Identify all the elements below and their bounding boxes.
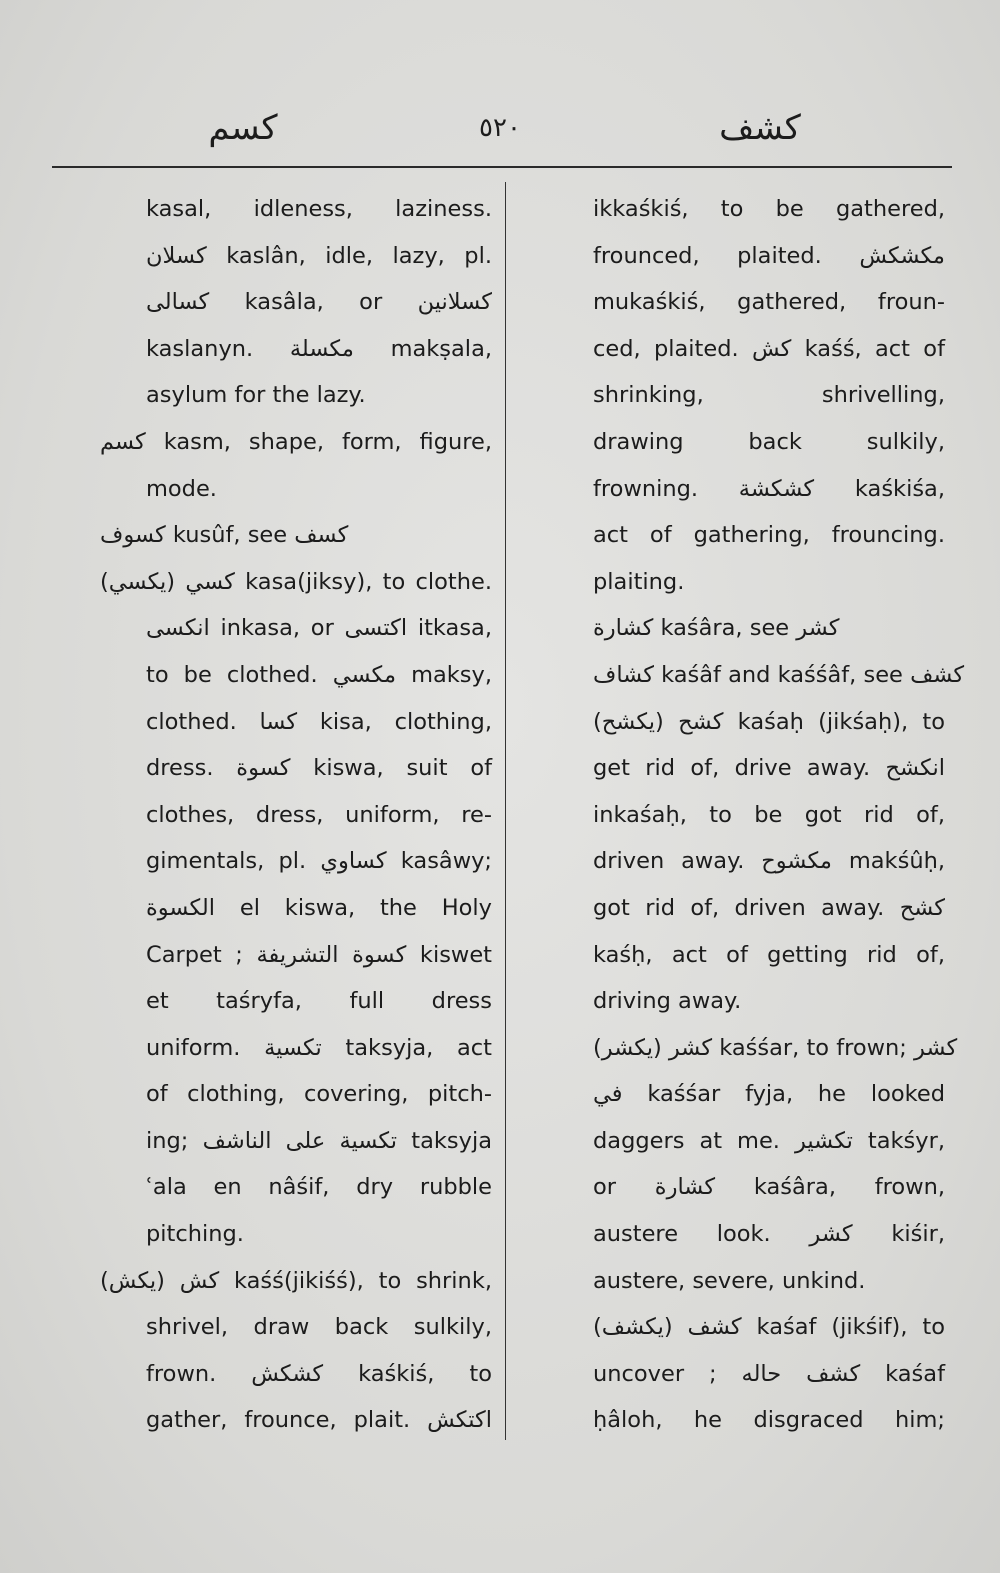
entry-line: في kaśśar fyja, he looked (593, 1081, 945, 1108)
entry-line: kaśḥ, act of getting rid of, (593, 941, 945, 968)
entry-line: clothed. كسا kisa, clothing, (146, 708, 492, 735)
left-column (100, 186, 492, 1444)
entry-line: got rid of, driven away. كشح (593, 894, 945, 921)
entry-line: gimentals, pl. كساوي kasâwy; (146, 848, 492, 875)
entry-line: كشر (يكشر) kaśśar, to frown; كشر (593, 1034, 958, 1061)
entry-line: انكسى inkasa, or اكتسى itkasa, (146, 615, 493, 642)
entry-line: kasal, idleness, laziness. (146, 196, 492, 222)
entry-line: austere look. كشر kiśir, (593, 1221, 945, 1248)
entry-line: الكسوة el kiswa, the Holy (146, 894, 492, 921)
entry-line: uniform. تكسية taksyja, act (146, 1034, 492, 1061)
entry-line: كسم kasm, shape, form, figure, (100, 428, 492, 455)
entry-line: كسلان kaslân, idle, lazy, pl. (146, 242, 492, 269)
entry-line: ḥâloh, he disgraced him; (593, 1407, 945, 1434)
entry-line: frowning. كشكشة kaśkiśa, (593, 475, 945, 502)
entry-line: inkaśaḥ, to be got rid of, (593, 801, 945, 828)
entry-line: Carpet ; كسوة التشريفة kiswet (146, 941, 492, 968)
entry-line: driving away. (593, 988, 742, 1015)
entry-line: كشارة kaśâra, see كشر (593, 615, 840, 642)
entry-line: plaiting. (593, 568, 685, 595)
entry-line: كسي (يكسي) kasa(jiksy), to clothe. (100, 568, 492, 595)
entry-line: gather, frounce, plait. اكتكش (146, 1407, 492, 1434)
right-column (593, 186, 965, 1444)
entry-line: act of gathering, frouncing. (593, 522, 945, 549)
entry-line: kaslanyn. مكسلة makṣala, (146, 335, 493, 362)
entry-line: ikkaśkiś, to be gathered, (593, 196, 945, 222)
entry-line: uncover ; كشف حاله kaśaf (593, 1360, 945, 1387)
entry-line: mode. (146, 475, 217, 502)
entry-line: of clothing, covering, pitch- (146, 1081, 492, 1108)
entry-line: كسالى kasâla, or كسلانين (146, 289, 492, 316)
entry-line: mukaśkiś, gathered, froun- (593, 289, 945, 316)
page-number: ٥٢٠ (479, 113, 521, 143)
entry-line: كش (يكش) kaśś(jikiśś), to shrink, (100, 1267, 492, 1294)
entry-line: to be clothed. مكسي maksy, (146, 661, 492, 688)
entry-line: asylum for the lazy. (146, 382, 366, 409)
entry-line: daggers at me. تكشير takśyr, (593, 1127, 945, 1154)
entry-line: كشف (يكشف) kaśaf (jikśif), to (593, 1314, 945, 1341)
entry-line: shrinking, shrivelling, (593, 382, 945, 409)
entry-line: et taśryfa, full dress (146, 988, 492, 1015)
entry-line: كشاف kaśâf and kaśśâf, see كشف (593, 661, 965, 688)
header-rule (52, 166, 952, 168)
entry-line: drawing back sulkily, (593, 428, 945, 455)
entry-line: get rid of, drive away. انكشح (593, 755, 945, 782)
entry-line: clothes, dress, uniform, re- (146, 801, 492, 828)
entry-line: shrivel, draw back sulkily, (146, 1314, 492, 1341)
entry-line: or كشارة kaśâra, frown, (593, 1174, 946, 1201)
column-divider (505, 182, 506, 1440)
entry-line: pitching. (146, 1221, 244, 1248)
entry-line: كشح (يكشح) kaśaḥ (jikśaḥ), to (593, 708, 945, 735)
header-right-catchword: كشف (719, 108, 801, 148)
header-left-catchword: كسم (208, 108, 278, 148)
entry-line: driven away. مكشوح makśûḥ, (593, 848, 945, 875)
entry-line: dress. كسوة kiswa, suit of (146, 755, 493, 782)
entry-line: frounced, plaited. مكشكش (593, 242, 945, 269)
entry-line: كسوف kusûf, see كسف (100, 522, 349, 549)
entry-line: austere, severe, unkind. (593, 1267, 866, 1294)
entry-line: ced, plaited. كش kaśś, act of (593, 335, 945, 362)
entry-line: ing; تكسية على الناشف taksyja (146, 1127, 492, 1154)
entry-line: frown. كشكش kaśkiś, to (146, 1360, 492, 1387)
entry-line: ʿala en nâśif, dry rubble (146, 1174, 492, 1201)
